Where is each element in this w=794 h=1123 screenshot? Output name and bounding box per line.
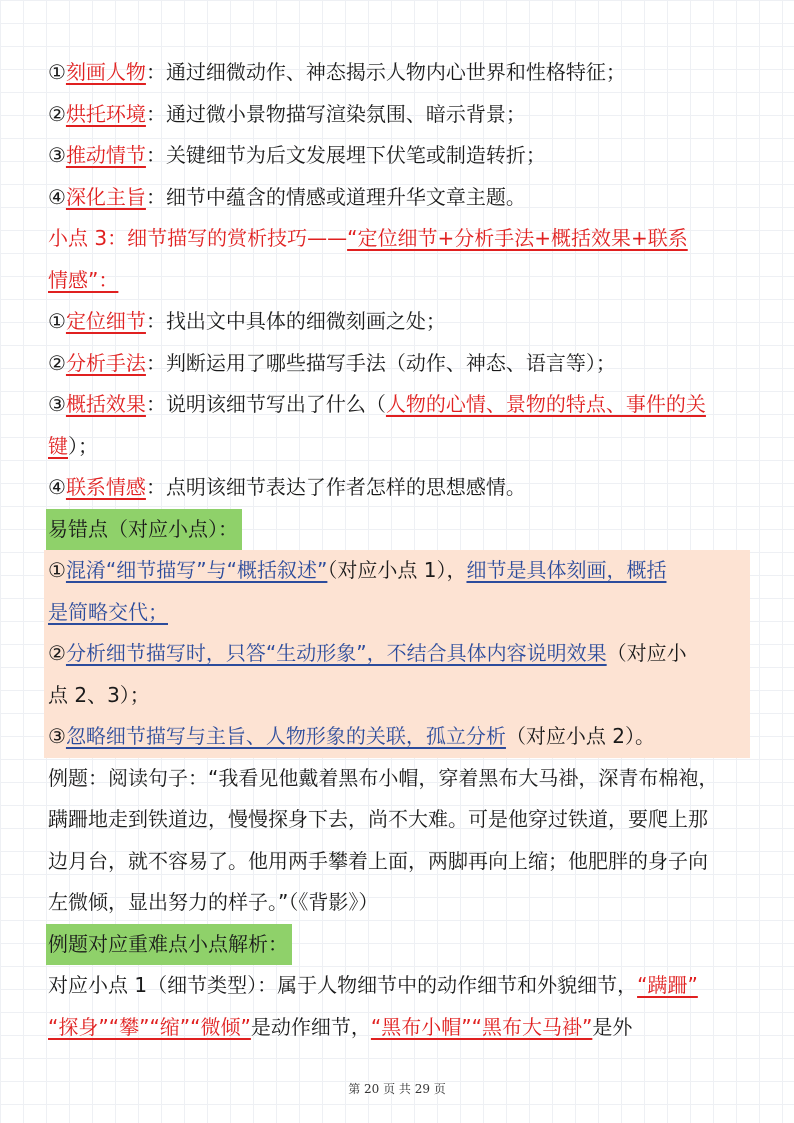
technique-portray — [48, 52, 748, 94]
term-description: 点明该细节表达了作者怎样的思想感情。 — [165, 475, 526, 499]
term-label: 定位细节 — [65, 309, 146, 333]
separator: ： — [145, 143, 166, 167]
mistake-item-2-continued — [48, 675, 750, 717]
separator: ： — [145, 350, 166, 375]
item-number: ① — [48, 558, 66, 582]
analysis-text: 是外 — [592, 1014, 633, 1039]
mistake-item-3 — [48, 716, 750, 758]
term-description: 细节中蕴含的情感或道理升华文章主题。 — [165, 184, 526, 209]
analysis-line-2 — [48, 1007, 748, 1049]
page-footer: 第 20 页 共 29 页 — [348, 1082, 446, 1096]
step-method — [48, 343, 748, 385]
term-label: 分析手法 — [65, 350, 146, 375]
term-description: 通过微小景物描写渲染氛围、暗示背景； — [165, 101, 526, 126]
mistake-reference: （对应小点 2）。 — [505, 724, 656, 748]
item-number: ③ — [48, 143, 66, 167]
mistake-item-1 — [48, 550, 750, 592]
term-description: 判断运用了哪些描写手法（动作、神态、语言等）； — [165, 350, 616, 375]
effect-highlight: 人物的心情、景物的特点、事件的关 — [385, 392, 706, 416]
example-line-1 — [48, 758, 748, 800]
mistake-reference: （对应小点 1）， — [327, 558, 467, 582]
point3-title: 小点 3：细节描写的赏析技巧—— — [48, 226, 348, 250]
term-label: 烘托环境 — [65, 101, 146, 126]
separator: ： — [145, 184, 166, 209]
example-text: 例题：阅读句子：“我看见他戴着黑布小帽，穿着黑布大马褂，深青布棉袍， — [48, 765, 719, 790]
term-description: 找出文中具体的细微刻画之处； — [165, 309, 446, 333]
mistake-reference-end: 点 2、3）； — [48, 682, 150, 707]
separator: ： — [145, 309, 166, 333]
mistakes-heading: 易错点（对应小点）： — [46, 509, 242, 551]
term-label: 刻画人物 — [65, 60, 146, 84]
point3-formula-end: 情感”： — [48, 267, 119, 292]
step-locate — [48, 301, 748, 343]
analysis-line-1 — [48, 965, 748, 1007]
analysis-heading: 例题对应重难点小点解析： — [46, 924, 292, 966]
effect-highlight-end: 键 — [48, 433, 68, 458]
analysis-text: 是动作细节， — [250, 1014, 371, 1039]
step-emotion — [48, 467, 748, 509]
point3-heading-continued — [48, 260, 748, 302]
mistake-reference: （对应小 — [606, 641, 687, 665]
technique-theme — [48, 177, 748, 219]
document-body — [48, 52, 748, 1048]
mistake-text: 混淆“细节描写”与“概括叙述” — [65, 558, 328, 582]
item-number: ② — [48, 641, 66, 665]
separator: ： — [145, 60, 166, 84]
mistake-note-end: 是简略交代； — [48, 599, 168, 624]
example-text: 边月台，就不容易了。他用两手攀着上面，两脚再向上缩；他肥胖的身子向 — [48, 848, 708, 873]
item-number: ② — [48, 101, 66, 126]
term-label: 深化主旨 — [65, 184, 146, 209]
example-text: 左微倾，显出努力的样子。”（《背影》） — [48, 890, 379, 914]
item-number: ② — [48, 350, 66, 375]
term-label: 推动情节 — [65, 143, 146, 167]
point3-formula: “定位细节+分析手法+概括效果+联系 — [347, 226, 688, 250]
technique-setting — [48, 94, 748, 136]
example-line-2 — [48, 799, 748, 841]
analysis-highlight: “蹒跚” — [637, 973, 698, 997]
term-description: 通过细微动作、神态揭示人物内心世界和性格特征； — [165, 60, 626, 84]
technique-plot — [48, 135, 748, 177]
example-line-3 — [48, 841, 748, 883]
mistake-text: 分析细节描写时，只答“生动形象”，不结合具体内容说明效果 — [65, 641, 607, 665]
analysis-heading-row — [48, 924, 748, 966]
separator: ： — [145, 392, 166, 416]
item-number: ④ — [48, 184, 66, 209]
example-line-4 — [48, 882, 748, 924]
mistake-note: 细节是具体刻画，概括 — [466, 558, 667, 582]
point3-heading — [48, 218, 748, 260]
item-number: ③ — [48, 392, 66, 416]
mistake-text: 忽略细节描写与主旨、人物形象的关联，孤立分析 — [65, 724, 506, 748]
mistake-item-2 — [48, 633, 750, 675]
mistakes-heading-row — [48, 509, 748, 551]
item-number: ① — [48, 309, 66, 333]
term-description: 说明该细节写出了什么（ — [165, 392, 386, 416]
term-description-end: ）； — [68, 433, 98, 458]
item-number: ① — [48, 60, 66, 84]
mistake-item-1-continued — [48, 592, 750, 634]
term-description: 关键细节为后文发展埋下伏笔或制造转折； — [165, 143, 546, 167]
term-label: 联系情感 — [65, 475, 146, 499]
analysis-highlight: “黑布小帽”“黑布大马褂” — [370, 1014, 593, 1039]
separator: ： — [145, 475, 166, 499]
mistakes-box — [44, 550, 750, 758]
separator: ： — [145, 101, 166, 126]
step-effect — [48, 384, 748, 426]
analysis-highlight: “探身”“攀”“缩”“微倾” — [48, 1014, 251, 1039]
example-text: 蹒跚地走到铁道边，慢慢探身下去，尚不大难。可是他穿过铁道，要爬上那 — [48, 807, 708, 831]
step-effect-continued — [48, 426, 748, 468]
analysis-text: 对应小点 1（细节类型）：属于人物细节中的动作细节和外貌细节， — [48, 973, 638, 997]
item-number: ③ — [48, 724, 66, 748]
term-label: 概括效果 — [65, 392, 146, 416]
item-number: ④ — [48, 475, 66, 499]
